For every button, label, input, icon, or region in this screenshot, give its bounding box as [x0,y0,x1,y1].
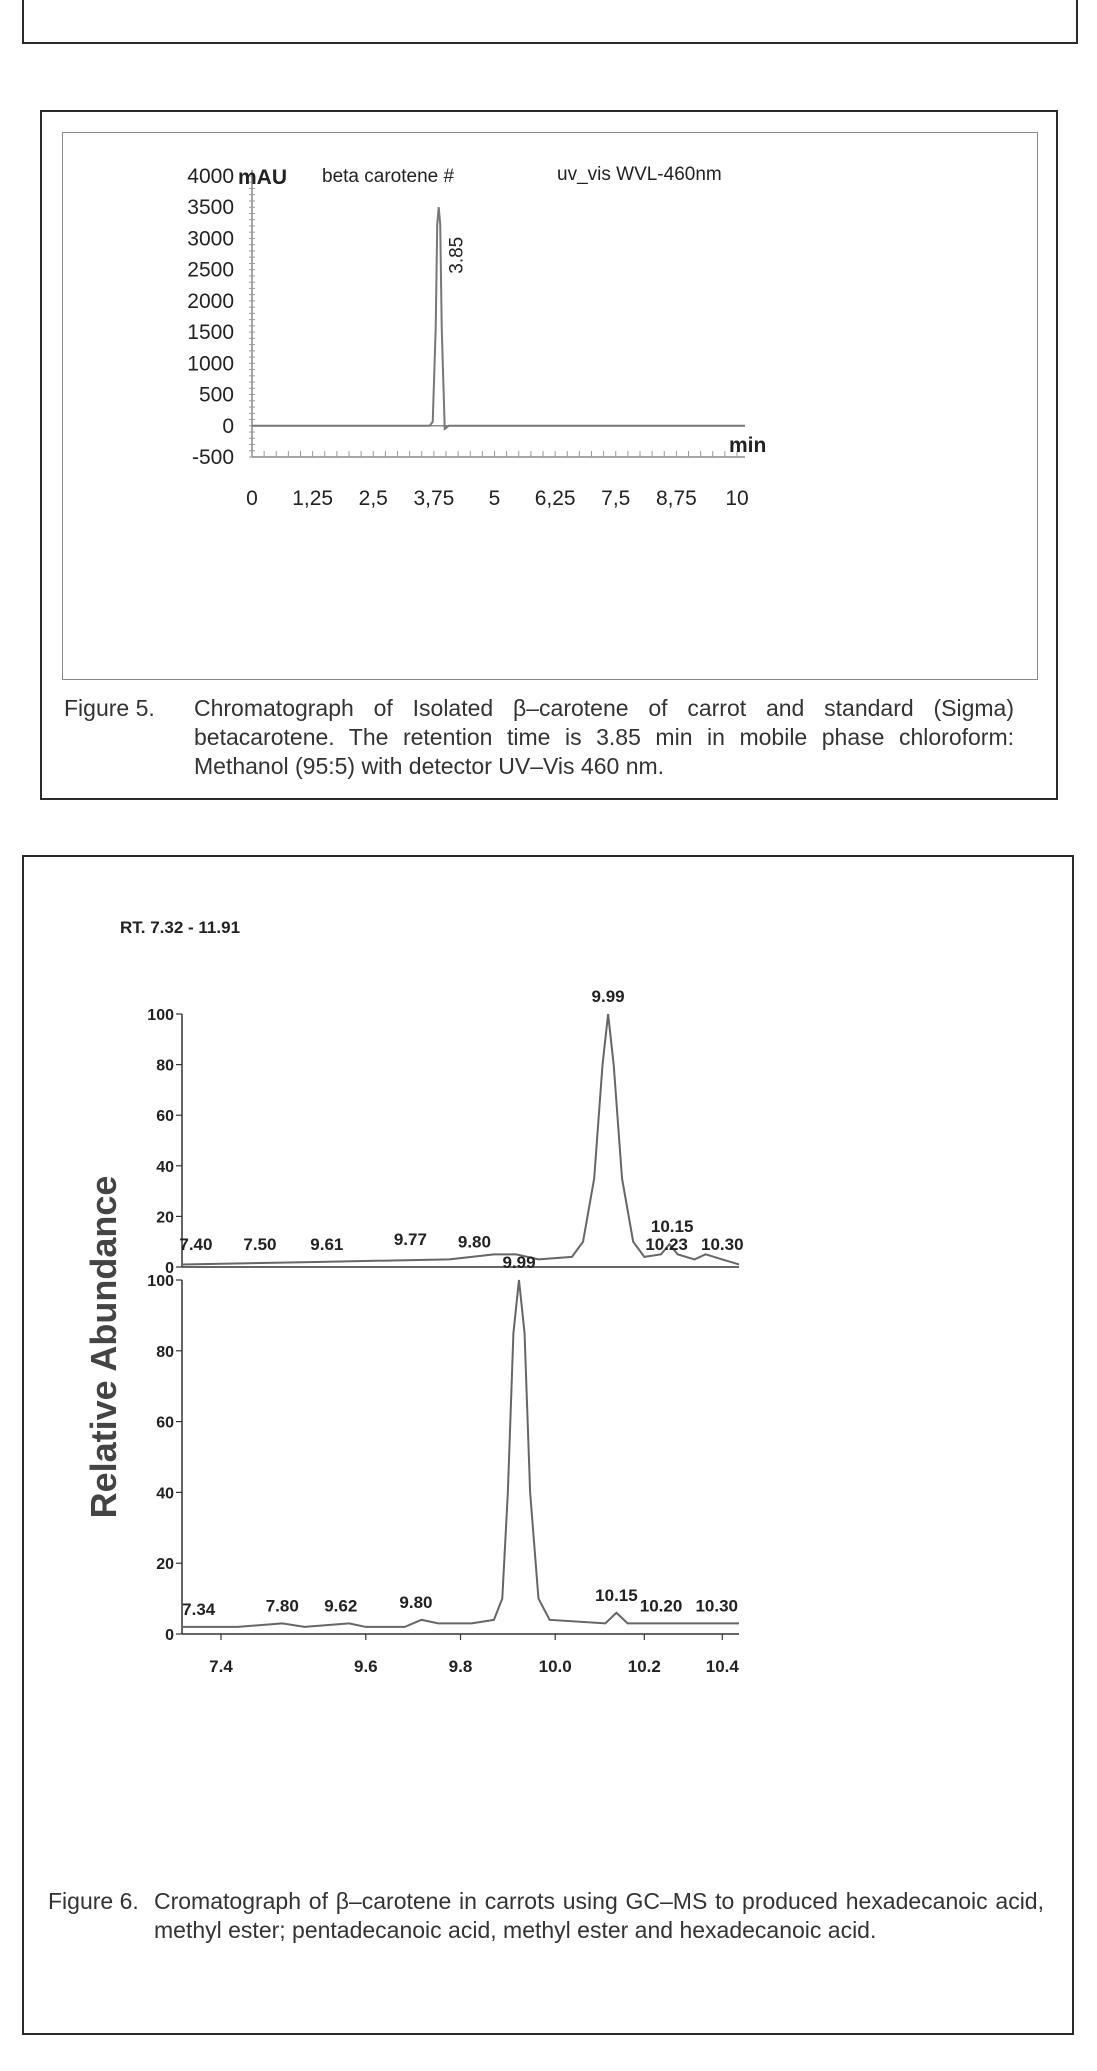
y-tick-label: 80 [156,1343,174,1361]
y-tick-label: 20 [156,1556,174,1574]
y-tick-label: 60 [156,1108,174,1126]
peak-label: 9.61 [310,1234,344,1254]
chromatogram-trace [252,207,745,429]
y-tick-label: 2500 [187,258,234,282]
y-tick-label: 0 [165,1627,174,1644]
y-tick-label: 3000 [187,227,234,251]
y-tick-label: 80 [156,1057,174,1075]
chart-title: RT. 7.32 - 11.91 [120,918,241,937]
peak-label: 7.50 [243,1234,277,1254]
x-tick-label: 5 [488,487,501,510]
x-tick-label: 10.0 [538,1657,572,1676]
x-tick-label: 7.4 [209,1657,233,1676]
x-tick-label: 9.8 [448,1657,473,1676]
annotation-left: beta carotene # [322,166,455,187]
peak-label: 10.30 [695,1596,738,1616]
figure6-chart [24,857,1072,1857]
y-tick-label: -500 [191,446,234,469]
x-tick-label: 10 [725,487,749,510]
peak-label: 9.99 [591,987,625,1006]
x-tick-label: 8,75 [655,487,697,510]
y-axis-label: Relative Abundance [83,1175,124,1519]
figure5-caption: Chromatograph of Isolated β–carotene of carrot and standard (Sigma) betacarotene. The retention time is 3.85 min in mobile phase chloroform: Methanol (95:5) with detector UV–Vis 460 nm. [194,695,1014,779]
y-unit-label: mAU [238,166,288,189]
x-tick-label: 10.2 [627,1657,661,1676]
peak-label: 10.15 [595,1585,638,1605]
peak-label: 7.40 [179,1234,213,1254]
annotation-right: uv_vis WVL-460nm [557,164,722,185]
previous-figure-box [22,0,1078,44]
y-tick-label: 100 [147,1273,174,1290]
y-tick-label: 1500 [187,321,234,345]
y-tick-label: 40 [156,1485,174,1503]
y-tick-label: 60 [156,1414,174,1432]
figure5-chart [42,112,1056,692]
y-tick-label: 100 [147,1007,174,1024]
x-tick-label: 2,5 [358,487,388,510]
y-tick-label: 3500 [187,196,234,220]
peak-label: 9.62 [324,1596,358,1616]
peak-label: 7.34 [182,1599,216,1619]
x-tick-label: 0 [246,487,258,510]
figure6-box [22,855,1074,2035]
x-tick-label: 9.6 [353,1657,378,1676]
y-tick-label: 2000 [187,289,234,313]
y-tick-label: 1000 [187,352,234,376]
x-tick-label: 1,25 [292,487,334,510]
peak-label: 10.23 [645,1234,688,1254]
y-tick-label: 4000 [187,165,234,188]
x-unit-label: min [729,433,767,457]
x-tick-label: 3,75 [413,487,455,510]
y-tick-label: 500 [198,383,234,407]
peak-label: 9.99 [502,1253,536,1272]
figure6-caption: Cromatograph of β–carotene in carrots using GC–MS to produced hexadecanoic acid, methyl ester; pentadecanoic acid, methyl ester and hexadecanoic acid. [154,1888,1044,1943]
figure6-caption-label: Figure 6. [48,1888,139,1914]
peak-label: 10.20 [639,1596,683,1616]
peak-label: 9.80 [399,1592,433,1612]
x-tick-label: 6,25 [534,487,576,510]
peak-label: 10.15 [650,1217,694,1237]
y-tick-label: 40 [156,1158,174,1176]
y-tick-label: 0 [222,414,234,438]
abundance-trace [182,1280,739,1627]
figure5-box [40,110,1058,800]
peak-label: 10.30 [701,1234,744,1254]
peak-label: 9.80 [457,1232,491,1252]
x-tick-label: 10.4 [705,1657,739,1676]
figure5-caption-label: Figure 5. [64,695,155,721]
peak-label: 7.80 [265,1596,299,1616]
y-tick-label: 0 [165,1260,174,1277]
peak-label: 9.77 [393,1229,427,1249]
peak-label: 3.85 [446,236,468,274]
y-tick-label: 20 [156,1209,174,1227]
x-tick-label: 7,5 [601,487,631,510]
